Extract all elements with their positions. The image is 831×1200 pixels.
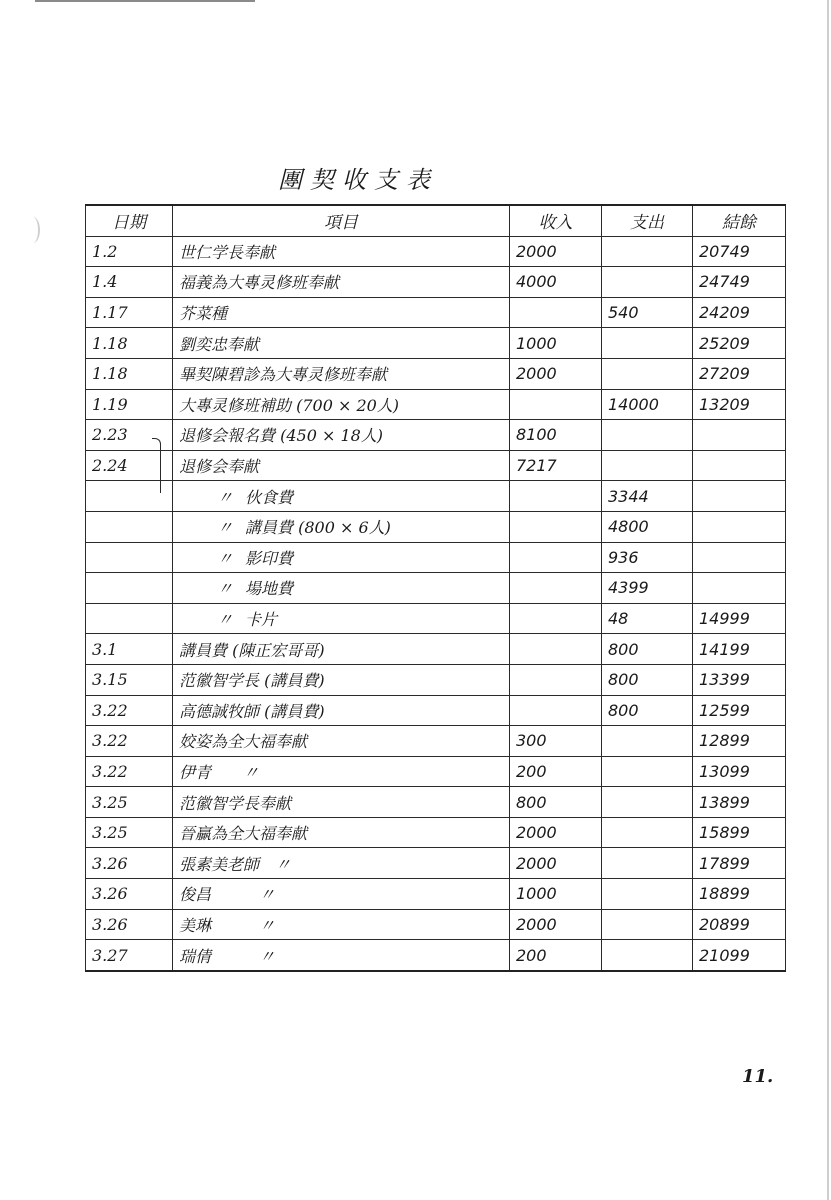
income-cell — [510, 603, 602, 634]
table-row — [86, 328, 786, 359]
expense-cell: 48 — [602, 603, 693, 634]
date-cell: 1.17 — [86, 297, 173, 328]
item-text: 影印費 — [245, 548, 294, 568]
income-cell: 2000 — [510, 236, 602, 267]
item-cell: 高德誠牧師 (講員費) — [173, 695, 510, 726]
table-row — [86, 420, 786, 451]
income-cell — [510, 634, 602, 665]
expense-cell — [602, 450, 693, 481]
date-cell: 3.26 — [86, 848, 173, 879]
expense-cell: 4399 — [602, 573, 693, 604]
expense-cell: 936 — [602, 542, 693, 573]
page-title: 團契收支表 — [278, 166, 438, 194]
table-row — [86, 756, 786, 787]
page-number: 11. — [742, 1066, 774, 1087]
balance-cell: 15899 — [693, 817, 786, 848]
item-text: 卡片 — [245, 610, 278, 630]
expense-cell: 3344 — [602, 481, 693, 512]
expense-cell — [602, 358, 693, 389]
item-cell: 畢契陳碧診為大專灵修班奉献 — [173, 358, 510, 389]
balance-cell: 20899 — [693, 909, 786, 940]
header-row — [86, 205, 786, 236]
punch-hole-mark — [26, 217, 40, 243]
expense-cell — [602, 328, 693, 359]
table-row — [86, 450, 786, 481]
income-cell: 2000 — [510, 817, 602, 848]
expense-cell — [602, 909, 693, 940]
item-cell — [173, 542, 510, 573]
income-cell — [510, 297, 602, 328]
item-cell: 退修会奉献 — [173, 450, 510, 481]
scan-edge-line — [35, 0, 255, 2]
income-cell: 1000 — [510, 879, 602, 910]
ditto-mark: 〃 — [217, 548, 234, 568]
table-row — [86, 634, 786, 665]
date-cell: 3.25 — [86, 817, 173, 848]
balance-cell: 13399 — [693, 664, 786, 695]
date-cell: 1.18 — [86, 358, 173, 389]
date-cell: 3.25 — [86, 787, 173, 818]
balance-cell: 12899 — [693, 726, 786, 757]
income-cell: 4000 — [510, 267, 602, 298]
table-row — [86, 603, 786, 634]
income-cell: 200 — [510, 940, 602, 971]
table-row — [86, 389, 786, 420]
date-cell: 1.4 — [86, 267, 173, 298]
item-cell: 福義為大專灵修班奉献 — [173, 267, 510, 298]
income-cell: 800 — [510, 787, 602, 818]
balance-cell — [693, 450, 786, 481]
table-row — [86, 236, 786, 267]
item-cell: 姣姿為全大福奉献 — [173, 726, 510, 757]
item-cell: 晉贏為全大福奉献 — [173, 817, 510, 848]
balance-cell — [693, 573, 786, 604]
expense-cell: 14000 — [602, 389, 693, 420]
date-cell: 3.26 — [86, 879, 173, 910]
item-cell: 范徽智学長 (講員費) — [173, 664, 510, 695]
table-row — [86, 267, 786, 298]
table-row — [86, 573, 786, 604]
date-cell — [86, 542, 173, 573]
table-row — [86, 726, 786, 757]
income-cell: 1000 — [510, 328, 602, 359]
ledger-body — [86, 236, 786, 971]
date-cell: 3.15 — [86, 664, 173, 695]
ditto-mark: 〃 — [217, 579, 234, 599]
balance-cell: 20749 — [693, 236, 786, 267]
balance-cell: 13899 — [693, 787, 786, 818]
expense-cell: 800 — [602, 634, 693, 665]
income-cell: 300 — [510, 726, 602, 757]
balance-cell: 17899 — [693, 848, 786, 879]
table-row — [86, 879, 786, 910]
table-row — [86, 511, 786, 542]
item-cell: 芥菜種 — [173, 297, 510, 328]
date-cell: 3.27 — [86, 940, 173, 971]
income-cell — [510, 664, 602, 695]
table-row — [86, 542, 786, 573]
item-cell — [173, 573, 510, 604]
item-cell — [173, 603, 510, 634]
income-cell — [510, 389, 602, 420]
expense-cell — [602, 940, 693, 971]
expense-cell: 540 — [602, 297, 693, 328]
income-cell — [510, 573, 602, 604]
income-cell — [510, 511, 602, 542]
item-cell: 瑞倩 〃 — [173, 940, 510, 971]
date-bracket — [152, 438, 161, 493]
item-text: 場地費 — [245, 579, 294, 599]
table-row — [86, 909, 786, 940]
income-cell — [510, 481, 602, 512]
table-row — [86, 787, 786, 818]
expense-cell — [602, 848, 693, 879]
item-cell: 劉奕忠奉献 — [173, 328, 510, 359]
balance-cell: 24749 — [693, 267, 786, 298]
income-cell — [510, 695, 602, 726]
header-date: 日期 — [86, 205, 173, 236]
table-row — [86, 940, 786, 971]
ditto-mark: 〃 — [217, 610, 234, 630]
table-row — [86, 664, 786, 695]
header-item: 項目 — [173, 205, 510, 236]
header-balance: 結餘 — [693, 205, 786, 236]
ledger-table — [85, 204, 786, 972]
balance-cell: 18899 — [693, 879, 786, 910]
balance-cell — [693, 542, 786, 573]
balance-cell: 13099 — [693, 756, 786, 787]
header-expense: 支出 — [602, 205, 693, 236]
item-cell: 美琳 〃 — [173, 909, 510, 940]
balance-cell: 14999 — [693, 603, 786, 634]
balance-cell: 21099 — [693, 940, 786, 971]
income-cell: 2000 — [510, 909, 602, 940]
expense-cell — [602, 756, 693, 787]
item-text: 伙食費 — [245, 487, 294, 507]
balance-cell: 24209 — [693, 297, 786, 328]
date-cell: 3.22 — [86, 726, 173, 757]
table-row — [86, 297, 786, 328]
date-cell: 3.1 — [86, 634, 173, 665]
header-income: 收入 — [510, 205, 602, 236]
expense-cell: 800 — [602, 695, 693, 726]
income-cell — [510, 542, 602, 573]
item-cell — [173, 511, 510, 542]
date-cell — [86, 573, 173, 604]
item-cell: 張素美老師 〃 — [173, 848, 510, 879]
item-cell: 伊青 〃 — [173, 756, 510, 787]
date-cell — [86, 603, 173, 634]
date-cell: 1.2 — [86, 236, 173, 267]
table-row — [86, 848, 786, 879]
expense-cell — [602, 879, 693, 910]
date-cell: 2.24 — [86, 450, 173, 481]
ditto-mark: 〃 — [217, 518, 234, 538]
date-cell: 3.22 — [86, 695, 173, 726]
date-cell: 2.23 — [86, 420, 173, 451]
balance-cell: 25209 — [693, 328, 786, 359]
date-cell: 3.22 — [86, 756, 173, 787]
expense-cell — [602, 787, 693, 818]
balance-cell: 12599 — [693, 695, 786, 726]
income-cell: 200 — [510, 756, 602, 787]
income-cell: 7217 — [510, 450, 602, 481]
item-cell: 俊昌 〃 — [173, 879, 510, 910]
balance-cell: 27209 — [693, 358, 786, 389]
expense-cell — [602, 726, 693, 757]
income-cell: 8100 — [510, 420, 602, 451]
item-text: 講員費 (800 × 6人) — [245, 518, 391, 538]
item-cell: 世仁学長奉献 — [173, 236, 510, 267]
expense-cell: 800 — [602, 664, 693, 695]
date-cell: 3.26 — [86, 909, 173, 940]
item-cell: 大專灵修班補助 (700 × 20人) — [173, 389, 510, 420]
item-cell: 講員費 (陳正宏哥哥) — [173, 634, 510, 665]
expense-cell — [602, 267, 693, 298]
expense-cell — [602, 236, 693, 267]
balance-cell: 13209 — [693, 389, 786, 420]
balance-cell — [693, 481, 786, 512]
item-cell — [173, 481, 510, 512]
table-row — [86, 695, 786, 726]
item-cell: 范徽智学長奉献 — [173, 787, 510, 818]
income-cell: 2000 — [510, 358, 602, 389]
income-cell: 2000 — [510, 848, 602, 879]
balance-cell: 14199 — [693, 634, 786, 665]
balance-cell — [693, 420, 786, 451]
expense-cell: 4800 — [602, 511, 693, 542]
expense-cell — [602, 817, 693, 848]
item-cell: 退修会報名費 (450 × 18人) — [173, 420, 510, 451]
scan-right-edge — [827, 0, 829, 1200]
table-row — [86, 817, 786, 848]
date-cell — [86, 511, 173, 542]
ditto-mark: 〃 — [217, 487, 234, 507]
date-cell: 1.19 — [86, 389, 173, 420]
table-row — [86, 358, 786, 389]
date-cell: 1.18 — [86, 328, 173, 359]
balance-cell — [693, 511, 786, 542]
table-row — [86, 481, 786, 512]
expense-cell — [602, 420, 693, 451]
